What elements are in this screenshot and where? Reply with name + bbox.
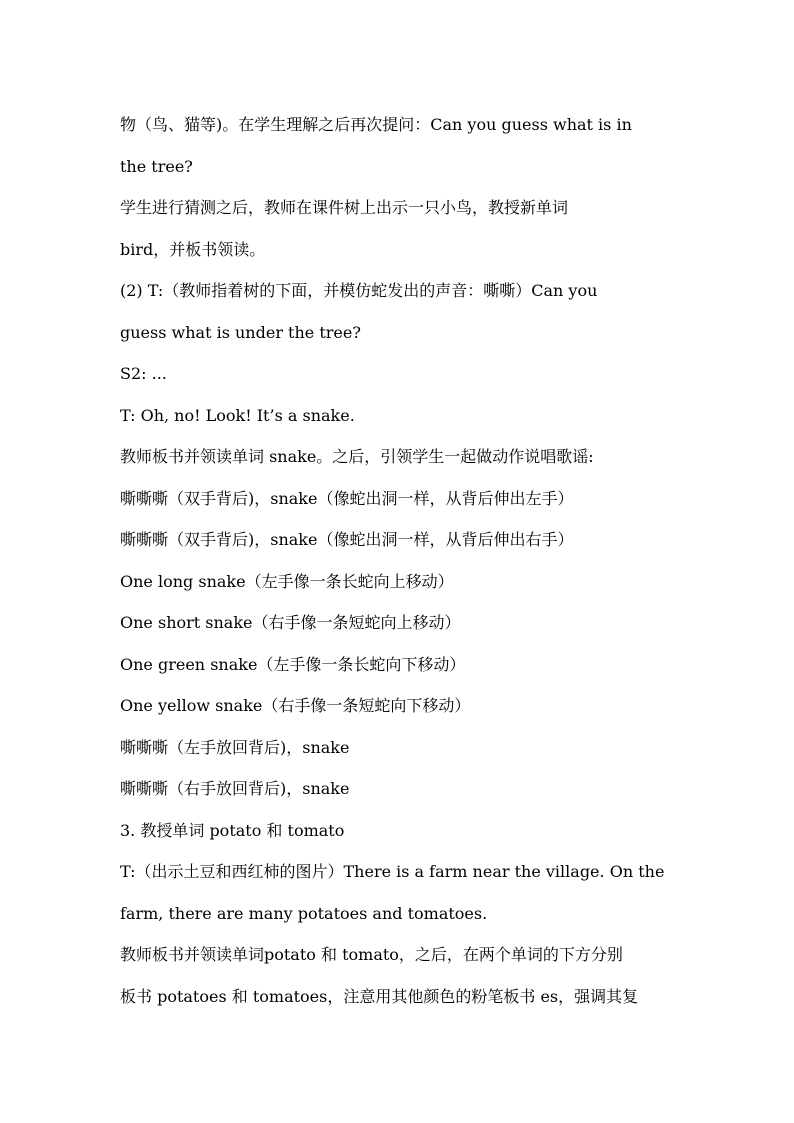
text-line: T: Oh, no! Look! It’s a snake. xyxy=(120,405,355,425)
text-line: 嘶嘶嘶（右手放回背后)，snake xyxy=(120,779,350,798)
text-line: (2) T:（教师指着树的下面，并模仿蛇发出的声音：嘶嘶）Can you xyxy=(120,281,598,300)
text-line: 学生进行猜测之后，教师在课件树上出示一只小鸟，教授新单词 xyxy=(120,198,569,217)
text-line: the tree? xyxy=(120,156,193,176)
text-line: 教师板书并领读单词 snake。之后，引领学生一起做动作说唱歌谣: xyxy=(120,447,594,466)
text-line: T:（出示土豆和西红柿的图片）There is a farm near the village. On the xyxy=(120,862,665,881)
text-line: 嘶嘶嘶（左手放回背后)，snake xyxy=(120,737,350,757)
text-line: 嘶嘶嘶（双手背后)，snake（像蛇出洞一样，从背后伸出右手） xyxy=(120,530,574,549)
text-line: One short snake（右手像一条短蛇向上移动） xyxy=(120,613,461,632)
text-line: guess what is under the tree? xyxy=(120,322,361,342)
text-line: One long snake（左手像一条长蛇向上移动） xyxy=(120,571,454,591)
text-line: One green snake（左手像一条长蛇向下移动） xyxy=(120,654,466,674)
text-line: One yellow snake（右手像一条短蛇向下移动） xyxy=(120,696,471,715)
text-line: farm, there are many potatoes and tomatoes. xyxy=(120,903,488,923)
text-line: 板书 potatoes 和 tomatoes，注意用其他颜色的粉笔板书 es，强调其复 xyxy=(120,986,639,1006)
document-body xyxy=(120,104,680,1017)
text-line: 3. 教授单词 potato 和 tomato xyxy=(120,820,345,840)
text-line: bird，并板书领读。 xyxy=(120,239,266,259)
text-line: 教师板书并领读单词potato 和 tomato，之后，在两个单词的下方分别 xyxy=(120,945,623,964)
text-line: S2: ... xyxy=(120,364,167,383)
text-line: 嘶嘶嘶（双手背后)，snake（像蛇出洞一样，从背后伸出左手） xyxy=(120,488,574,508)
text-line: 物（鸟、猫等)。在学生理解之后再次提问：Can you guess what is in xyxy=(120,115,632,134)
